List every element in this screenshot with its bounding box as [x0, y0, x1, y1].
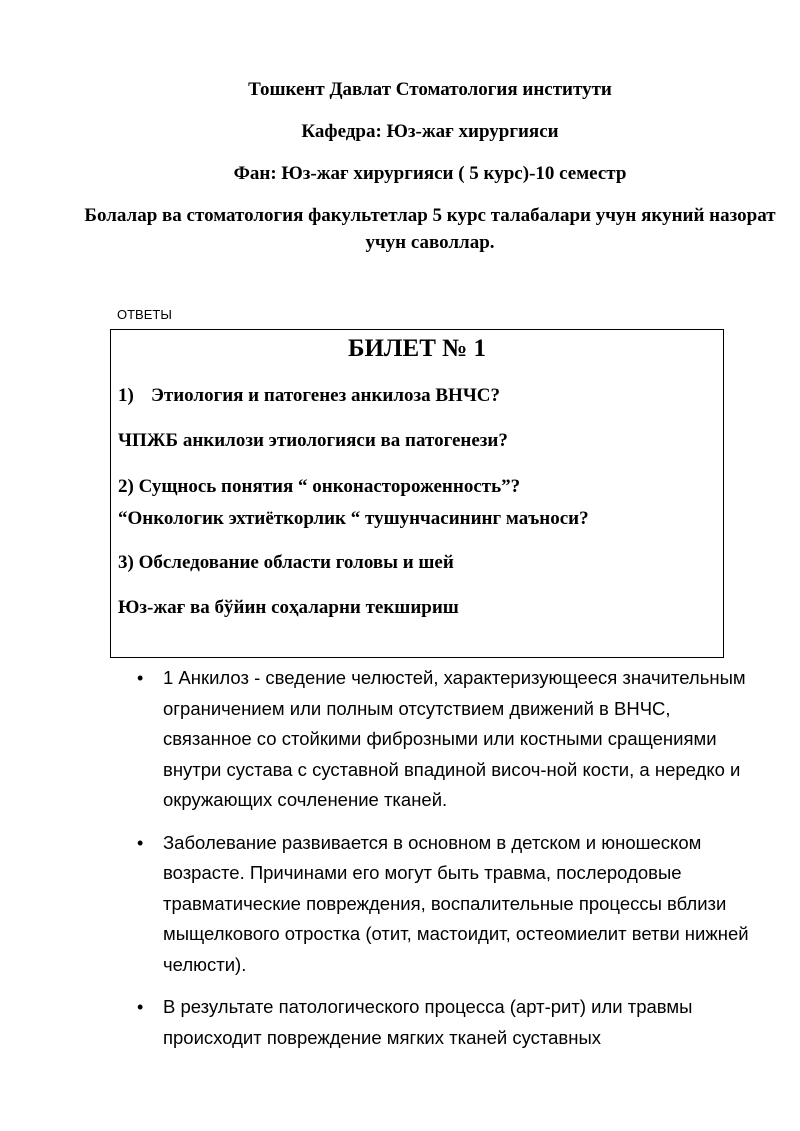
answer-bullet-list: [135, 663, 755, 1065]
question-1-ru-text: Этиология и патогенез анкилоза ВНЧС?: [151, 385, 500, 406]
question-1-uz: ЧПЖБ анкилози этиологияси ва патогенези?: [118, 430, 508, 451]
ticket-box: [110, 329, 724, 658]
list-item: [135, 828, 755, 981]
department-title: Кафедра: Юз-жағ хирургияси: [301, 121, 559, 142]
bullet-text: Заболевание развивается в основном в детском и юношеском возрасте. Причинами его могут быть травма, послеродовые травматические повреждения, воспалительные процессы вблизи мыщелкового отростка (отит, мастоидит, остеомиелит ветви нижней челюсти).: [163, 831, 749, 975]
bullet-icon: •: [137, 832, 144, 853]
list-item: [135, 992, 755, 1053]
question-3-ru: 3) Обследование области головы и шей: [118, 552, 454, 573]
bullet-icon: •: [137, 668, 144, 688]
institute-title: Тошкент Давлат Стоматология институти: [248, 79, 612, 100]
ticket-title: БИЛЕТ № 1: [347, 335, 487, 362]
list-item: [135, 663, 755, 816]
answers-label: ОТВЕТЫ: [117, 307, 172, 322]
question-2-uz: “Онкологик эхтиёткорлик “ тушунчасининг маъноси?: [118, 508, 589, 529]
question-3-uz: Юз-жағ ва бўйин соҳаларни текшириш: [118, 597, 459, 618]
question-2-ru: 2) Сущнось понятия “ онконастороженность”?: [118, 476, 521, 497]
bullet-icon: •: [137, 997, 144, 1017]
subject-title: Фан: Юз-жағ хирургияси ( 5 курс)-10 семестр: [233, 163, 627, 184]
exam-description: Болалар ва стоматология факультетлар 5 курс талабалари учун якуний назорат учун саволлар.: [84, 205, 776, 253]
bullet-text: 1 Анкилоз - сведение челюстей, характеризующееся значительным ограничением или полным отсутствием движений в ВНЧС, связанное со стойкими фиброзными или костными сращениями внутри сустава с суставной впадиной височ-ной кости, а нередко и окружающих сочленение тканей.: [163, 667, 746, 810]
question-1-ru: [118, 383, 500, 409]
bullet-text: В результате патологического процесса (арт-рит) или травмы происходит повреждение мягких тканей суставных: [163, 996, 693, 1048]
question-1-number: 1): [118, 385, 134, 406]
